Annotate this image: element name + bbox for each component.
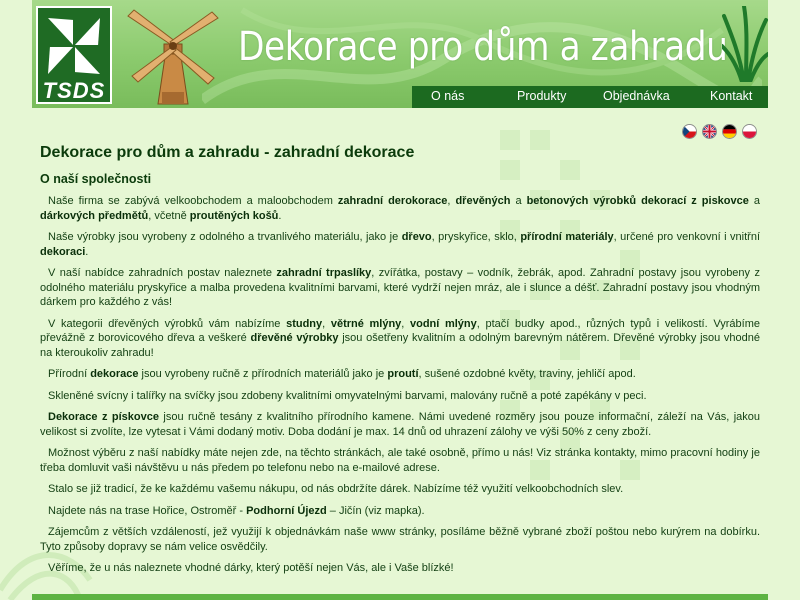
bold-keyword: dřevo <box>401 231 432 243</box>
footer-bar <box>32 594 768 600</box>
bold-keyword: dárkových předmětů <box>40 209 149 222</box>
nav-item-produkty[interactable]: Produkty <box>517 89 567 103</box>
materials-paragraph: Naše výrobky jsou vyrobeny z odolného a trvanlivého materiálu, jako je dřevo, pryskyřice, sklo, přírodní materiály, určené pro venkovní i vnitřní dekoraci. <box>40 231 761 258</box>
bold-keyword: vodní mlýny <box>410 317 477 330</box>
grass-icon <box>722 6 768 82</box>
shipping-paragraph: Zájemcům z větších vzdáleností, jež využijí k objednávkám naše www stránky, posíláme běžně vybrané zboží poštou nebo kurýrem na dobírku. Tyto způsoby dopravy se nám velice osvědčily. <box>40 526 760 553</box>
pinwheel-logo-icon <box>44 14 104 78</box>
bold-keyword: zahradní trpaslíky <box>276 267 372 279</box>
bold-keyword: dekorace <box>90 368 139 380</box>
bold-keyword: dřevěné výrobky <box>250 332 339 344</box>
wooden-products-paragraph: V kategorii dřevěných výrobků vám nabízíme studny, větrné mlýny, vodní mlýny, ptačí budky apod., různých typů i velikostí. Vyrábíme převážně z borovicového dřeva a veškeré dřevěné výrobky jsou ošetřeny kvalitním a odolným barevným nátěrem. Dřevěné výrobky jsou vhodné na kteroukoliv zahradu! <box>40 317 761 359</box>
bold-keyword: přírodní materiály <box>520 231 614 243</box>
cs-flag-icon[interactable] <box>682 124 697 139</box>
bold-keyword: Podhorní Újezd <box>246 504 327 517</box>
garden-figures-paragraph: V naší nabídce zahradních postav naleznete zahradní trpaslíky, zvířátka, postavy – vodník, žebrák, apod. Zahradní postavy jsou vyrobeny z odolného materiálu pryskyřice a malba provedena kvalitními barvami, které vydrží nejen mráz, ale i slunce a déšť. Zahradní postavy jsou vhodným dárkem pro každého z vás! <box>40 267 760 308</box>
bold-keyword: dekoraci <box>40 245 86 258</box>
site-title: Dekorace pro dům a zahradu <box>238 24 728 70</box>
bold-keyword: studny <box>286 317 323 330</box>
visit-paragraph: Možnost výběru z naší nabídky máte nejen zde, na těchto stránkách, ale také osobně, přímo u nás! Viz stránka kontakty, mimo pracovní hodiny je třeba domluvit vaši návštěvu u nás předem po telefonu nebo na e-mailové adrese. <box>40 447 760 474</box>
main-content <box>40 144 760 576</box>
de-flag-icon[interactable] <box>722 124 737 139</box>
bold-keyword: větrné mlýny <box>330 317 402 330</box>
bold-keyword: proutěných košů <box>189 209 279 222</box>
section-heading: O naší společnosti <box>40 172 152 186</box>
bold-keyword: betonových výrobků dekorací z piskovce <box>526 195 749 207</box>
bold-keyword: proutí <box>387 368 419 380</box>
site-header <box>32 0 768 108</box>
nav-item-kontakt[interactable]: Kontakt <box>710 89 753 103</box>
pl-flag-icon[interactable] <box>742 124 757 139</box>
bold-keyword: zahradní derokorace <box>337 195 448 207</box>
nav-item-objednavka[interactable]: Objednávka <box>603 89 670 103</box>
location-paragraph: Najdete nás na trase Hořice, Ostroměř - Podhorní Újezd – Jičín (viz mapka). <box>48 504 425 517</box>
main-navigation <box>32 86 768 108</box>
page-container <box>32 0 768 600</box>
glass-candlesticks-paragraph: Skleněné svícny i talířky na svíčky jsou zdobeny kvalitními omyvatelnými barvami, malovány ručně a poté zapékány v peci. <box>48 389 647 402</box>
language-switcher <box>682 124 762 140</box>
page-title: Dekorace pro dům a zahradu - zahradní dekorace <box>40 144 415 161</box>
bold-keyword: dřevěných <box>455 195 511 207</box>
intro-paragraph: Naše firma se zabývá velkoobchodem a maloobchodem zahradní derokorace, dřevěných a betonových výrobků dekorací z piskovce a dárkových předmětů, včetně proutěných košů. <box>40 195 760 222</box>
sandstone-paragraph: Dekorace z pískovce jsou ručně tesány z kvalitního přírodního kamene. Námi uvedené rozměry jsou pouze informační, záleží na Vás, jakou velikost si zvolíte, lze vytesat i Vámi dodaný motiv. Doba dodání je max. 14 dnů od uhrazení zálohy ve výši 50% z ceny zboží. <box>40 411 760 438</box>
nav-item-o-nas[interactable]: O nás <box>431 89 465 103</box>
natural-decorations-paragraph: Přírodní dekorace jsou vyrobeny ručně z přírodních materiálů jako je proutí, sušené ozdobné květy, traviny, jehličí apod. <box>48 368 636 380</box>
bold-keyword: Dekorace z pískovce <box>48 411 159 423</box>
uk-flag-icon[interactable] <box>702 124 717 139</box>
gift-paragraph: Stalo se již tradicí, že ke každému vašemu nákupu, od nás obdržíte dárek. Nabízíme též využití velkoobchodních slev. <box>48 483 624 495</box>
logo-text: TSDS <box>42 78 106 103</box>
closing-paragraph: Věříme, že u nás naleznete vhodné dárky, který potěší nejen Vás, ale i Vaše blízké! <box>48 562 454 574</box>
